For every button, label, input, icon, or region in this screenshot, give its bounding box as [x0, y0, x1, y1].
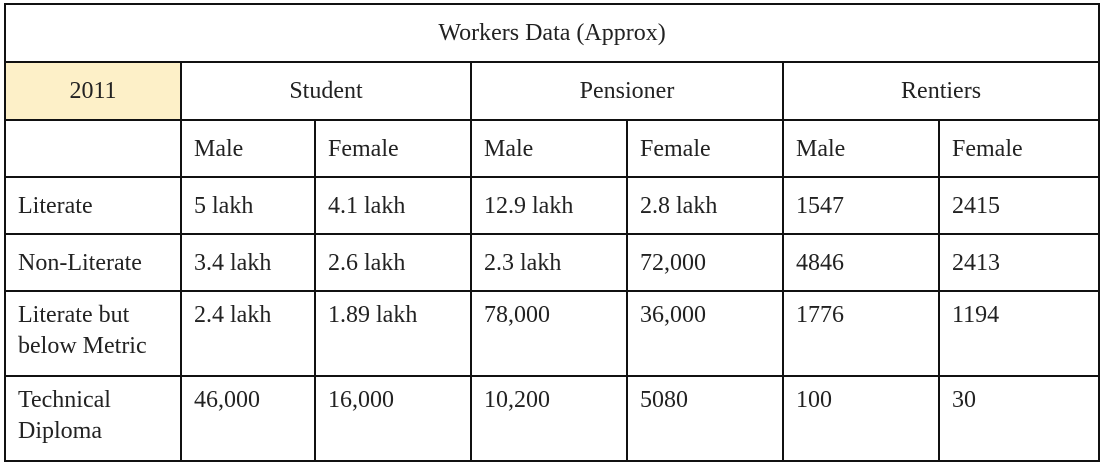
- table-row: [5, 234, 1099, 291]
- table-row: [5, 177, 1099, 234]
- table-cell: 12.9 lakh: [471, 177, 627, 234]
- subheader-cell: Female: [939, 120, 1099, 177]
- table-cell: 4846: [783, 234, 939, 291]
- group-header-row: [5, 62, 1099, 120]
- table-cell: 100: [783, 376, 939, 461]
- table-cell: 2.8 lakh: [627, 177, 783, 234]
- table-cell: 1.89 lakh: [315, 291, 471, 376]
- table-cell: 1776: [783, 291, 939, 376]
- table-row: [5, 376, 1099, 461]
- group-header-rentiers: Rentiers: [783, 62, 1099, 120]
- table-cell: 2.4 lakh: [181, 291, 315, 376]
- title-row: [5, 4, 1099, 62]
- table-cell: 30: [939, 376, 1099, 461]
- group-header-pensioner: Pensioner: [471, 62, 783, 120]
- table-cell: 78,000: [471, 291, 627, 376]
- subheader-cell: Female: [315, 120, 471, 177]
- table-cell: 4.1 lakh: [315, 177, 471, 234]
- table-cell: 16,000: [315, 376, 471, 461]
- table-cell: 72,000: [627, 234, 783, 291]
- group-header-student: Student: [181, 62, 471, 120]
- table-cell: 36,000: [627, 291, 783, 376]
- subheader-row: [5, 120, 1099, 177]
- workers-data-table: [4, 3, 1100, 462]
- table-cell: 5080: [627, 376, 783, 461]
- subheader-cell: Male: [181, 120, 315, 177]
- subheader-cell: Female: [627, 120, 783, 177]
- table-cell: 2.3 lakh: [471, 234, 627, 291]
- table-title: Workers Data (Approx): [5, 4, 1099, 62]
- subheader-cell: Male: [471, 120, 627, 177]
- table-cell: 1547: [783, 177, 939, 234]
- table-cell: 2.6 lakh: [315, 234, 471, 291]
- table-cell: 1194: [939, 291, 1099, 376]
- table-cell: 2415: [939, 177, 1099, 234]
- table-cell: 5 lakh: [181, 177, 315, 234]
- table-cell: 46,000: [181, 376, 315, 461]
- row-label: Literate: [5, 177, 181, 234]
- year-cell: 2011: [5, 62, 181, 120]
- table-cell: 3.4 lakh: [181, 234, 315, 291]
- table-cell: 2413: [939, 234, 1099, 291]
- table-row: [5, 291, 1099, 376]
- empty-header-cell: [5, 120, 181, 177]
- row-label: Technical Diploma: [5, 376, 181, 461]
- row-label: Literate but below Metric: [5, 291, 181, 376]
- row-label: Non-Literate: [5, 234, 181, 291]
- table-cell: 10,200: [471, 376, 627, 461]
- subheader-cell: Male: [783, 120, 939, 177]
